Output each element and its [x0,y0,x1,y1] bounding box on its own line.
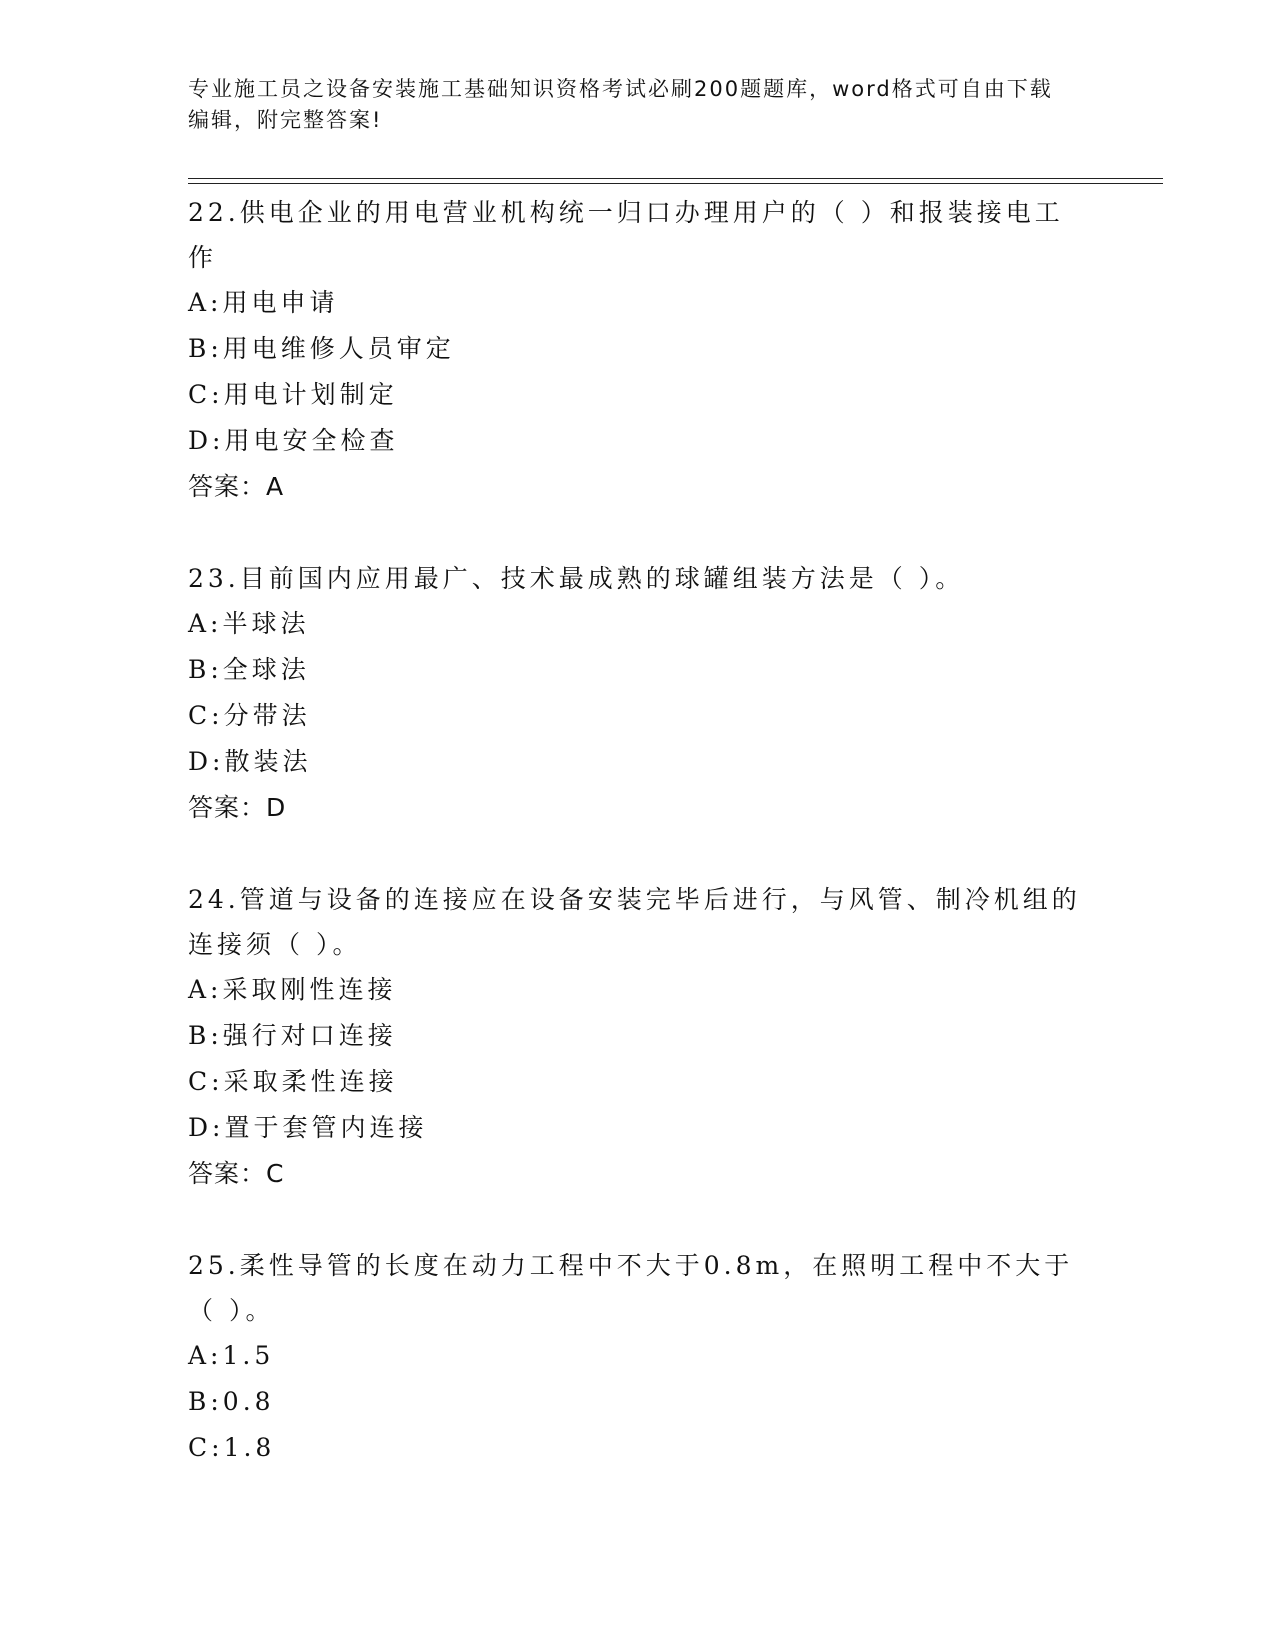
option-text: 分带法 [223,701,311,730]
option-text: 采取柔性连接 [223,1067,398,1096]
answer-value: D [266,793,287,822]
question-24 [188,877,1088,1197]
option-a [188,1333,1088,1379]
option-letter: A: [188,288,223,317]
answer-line [188,1151,1088,1197]
option-c [188,1059,1088,1105]
answer-value: C [266,1159,285,1188]
option-a [188,601,1088,647]
option-text: 采取刚性连接 [222,975,397,1004]
question-stem: 25.柔性导管的长度在动力工程中不大于0.8m，在照明工程中不大于（ ）。 [188,1251,1074,1325]
option-text: 1.8 [223,1433,276,1462]
option-letter: C: [188,701,224,730]
question-list [188,190,1088,1517]
option-text: 用电维修人员审定 [222,334,455,363]
question-stem: 22.供电企业的用电营业机构统一归口办理用户的（ ）和报装接电工作 [188,198,1064,272]
option-text: 用电安全检查 [224,426,399,455]
option-text: 强行对口连接 [222,1021,397,1050]
option-a [188,280,1088,326]
option-letter: A: [188,609,223,638]
option-b [188,1013,1088,1059]
option-b [188,1379,1088,1425]
option-letter: D: [188,1113,225,1142]
option-text: 置于套管内连接 [224,1113,428,1142]
option-b [188,647,1088,693]
option-text: 用电计划制定 [223,380,398,409]
answer-value: A [266,472,285,501]
option-letter: A: [188,1341,223,1370]
answer-label: 答案： [188,472,267,501]
option-text: 用电申请 [222,288,339,317]
question-23 [188,556,1088,831]
option-c [188,372,1088,418]
option-letter: D: [188,426,225,455]
option-letter: B: [188,1387,223,1416]
question-stem: 23.目前国内应用最广、技术最成熟的球罐组装方法是（ ）。 [188,564,965,593]
document-header: 专业施工员之设备安装施工基础知识资格考试必刷200题题库，word格式可自由下载编辑，附完整答案! [188,77,1053,132]
option-letter: C: [188,380,224,409]
header-divider-bottom [188,183,1163,184]
answer-label: 答案： [188,793,267,822]
option-d [188,418,1088,464]
option-a [188,967,1088,1013]
question-22 [188,190,1088,510]
answer-line [188,464,1088,510]
option-d [188,739,1088,785]
option-text: 全球法 [222,655,310,684]
option-text: 半球法 [222,609,310,638]
option-d [188,1105,1088,1151]
option-c [188,693,1088,739]
option-text: 散装法 [224,747,312,776]
question-stem: 24.管道与设备的连接应在设备安装完毕后进行，与风管、制冷机组的连接须（ ）。 [188,885,1081,959]
option-letter: C: [188,1067,224,1096]
option-c [188,1425,1088,1471]
option-letter: C: [188,1433,224,1462]
option-b [188,326,1088,372]
option-text: 0.8 [222,1387,275,1416]
option-letter: B: [188,655,223,684]
header-divider-top [188,178,1163,179]
option-letter: D: [188,747,225,776]
option-letter: A: [188,975,223,1004]
answer-line [188,785,1088,831]
option-letter: B: [188,1021,223,1050]
question-25 [188,1243,1088,1471]
option-letter: B: [188,334,223,363]
answer-label: 答案： [188,1159,267,1188]
option-text: 1.5 [222,1341,275,1370]
